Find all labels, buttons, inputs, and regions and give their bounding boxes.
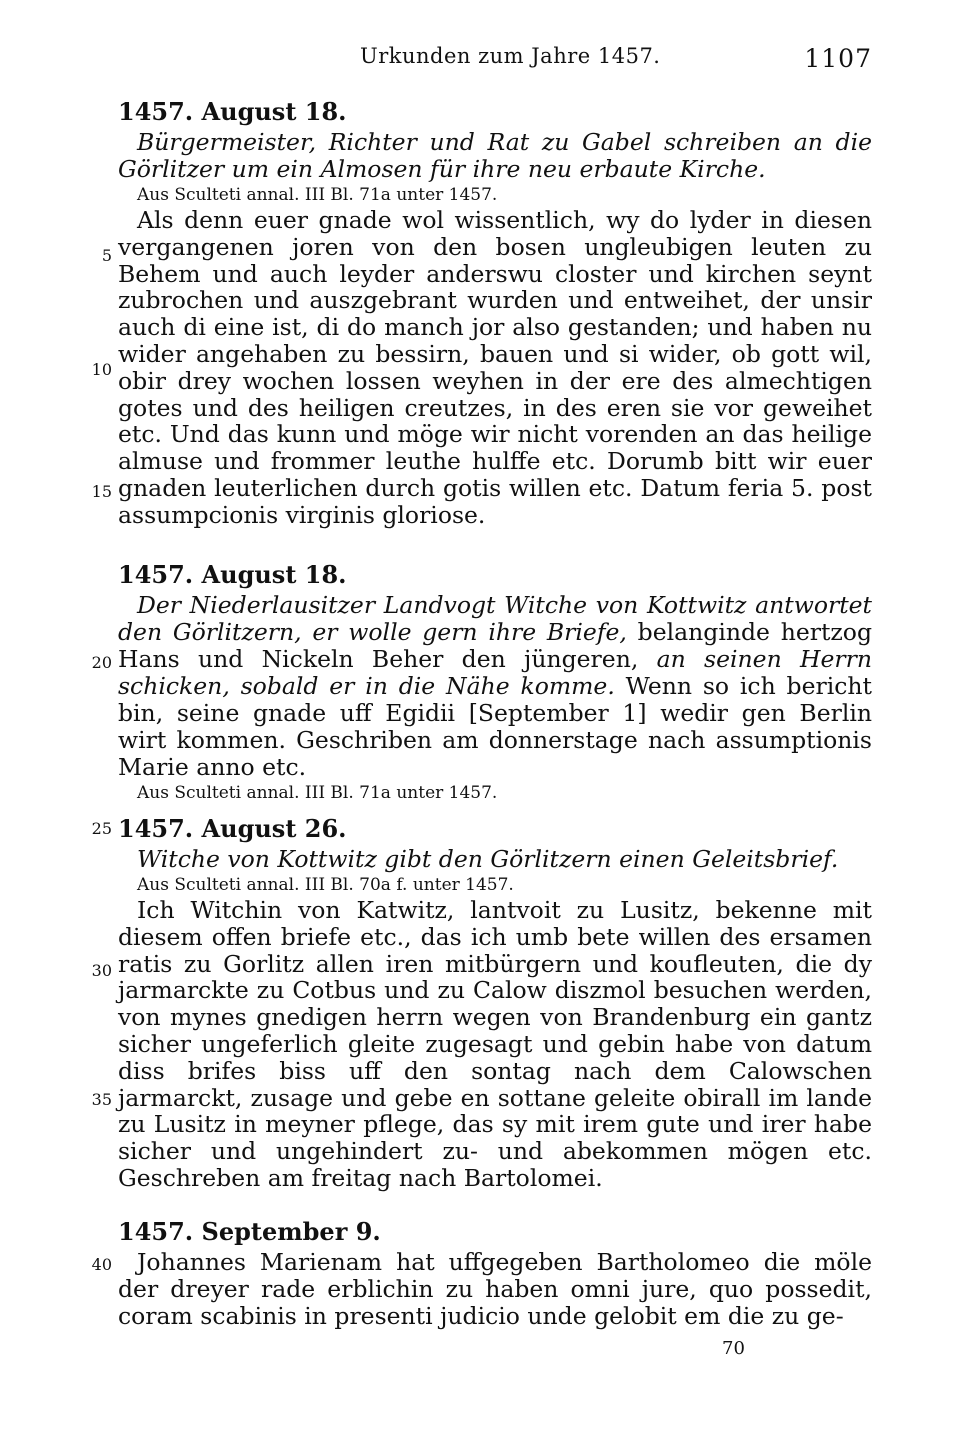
entry-date: 1457. August 18. <box>118 97 347 126</box>
signature-mark: 70 <box>722 1338 745 1359</box>
line-number: 5 <box>101 246 112 265</box>
entry-1457-september-9 <box>118 1217 872 1329</box>
line-number: 25 <box>91 819 112 838</box>
entry-summary <box>118 592 872 781</box>
summary-plain-part: belanginde hertzog Hans und Nickeln Beher den jüngeren, <box>118 618 872 673</box>
entry-text: Johannes Marienam hat uffgegeben Bartholomeo die möle der dreyer rade erblichin zu haben omni jure, quo possedit, coram scabinis in presenti judicio unde gelobit em die zu ge- <box>118 1248 872 1330</box>
entry-date: 1457. August 26. <box>118 814 347 843</box>
entry-1457-august-26 <box>118 814 872 1192</box>
entry-source: Aus Sculteti annal. III Bl. 70a f. unter 1457. <box>137 875 514 895</box>
summary-plain-part: Wenn so ich bericht bin, seine gnade uff Egidii [September 1] wedir gen Berlin wirt kommen. Geschriben am donnerstage nach assumptionis Marie anno etc. <box>118 672 872 781</box>
running-header: Urkunden zum Jahre 1457. <box>360 44 661 68</box>
line-number: 35 <box>91 1090 112 1109</box>
entry-text: Als denn euer gnade wol wissentlich, wy do lyder in diesen vergangenen joren von den bosen ungleubigen leuten zu Behem und auch leyder anderswu closter und kirchen seynt zubrochen und auszgebrant wurden und entweihet, der unsir auch di eine ist, di do manch jor also gestanden; und haben nu wider angehaben zu bessirn, bauen und si wider, ob gott wil, obir drey wochen lossen weyhen in der ere des almechtigen gotes und des heiligen creutzes, in des eren sie vor geweihet etc. Und das kunn und möge wir nicht vorenden an das heilige almuse und frommer leuthe hulffe etc. Dorumb bitt wir euer gnaden leuterlichen durch gotis willen etc. Datum feria 5. post assumpcionis virginis gloriose. <box>118 206 872 529</box>
entry-summary: Witche von Kottwitz gibt den Görlitzern einen Geleitsbrief. <box>137 845 839 873</box>
summary-italic-part: Der Niederlausitzer Landvogt Witche von Kottwitz antwortet den Görlitzern, er wolle gern ihre Briefe, <box>118 591 872 646</box>
summary-italic-part: an seinen Herrn schicken, sobald er in die Nähe komme. <box>118 645 873 700</box>
entry-date: 1457. August 18. <box>118 560 347 589</box>
line-number: 20 <box>91 653 112 672</box>
entry-summary: Bürgermeister, Richter und Rat zu Gabel schreiben an die Görlitzer um ein Almosen für ihre neu erbaute Kirche. <box>118 128 872 183</box>
entry-1457-august-18-b <box>118 560 872 805</box>
line-number: 10 <box>91 360 112 379</box>
entry-source: Aus Sculteti annal. III Bl. 71a unter 1457. <box>137 783 498 803</box>
line-number: 40 <box>91 1255 112 1274</box>
page-number: 1107 <box>804 44 872 73</box>
entry-text: Ich Witchin von Katwitz, lantvoit zu Lusitz, bekenne mit diesem offen briefe etc., das ich umb bete willen des ersamen ratis zu Gorlitz allen iren mitbürgern und koufleuten, die dy jarmarckte zu Cotbus und zu Calow diszmol besuchen werden, von mynes gnedigen herrn wegen von Brandenburg ein gantz sicher ungeferlich gleite zugesagt und gebin habe von datum diss brifes biss uff den sontag nach dem Calowschen jarmarckt, zusage und gebe en sottane geleite obirall im lande zu Lusitz in meyner pflege, das sy mit irem gute und irer habe sicher und ungehindert zu- und abekommen mögen etc. Geschreben am freitag nach Bartolomei. <box>118 896 872 1192</box>
entry-date: 1457. September 9. <box>118 1217 381 1246</box>
entry-1457-august-18-a <box>118 97 872 529</box>
entry-source: Aus Sculteti annal. III Bl. 71a unter 1457. <box>137 185 498 205</box>
line-number: 30 <box>91 961 112 980</box>
line-number: 15 <box>91 482 112 501</box>
